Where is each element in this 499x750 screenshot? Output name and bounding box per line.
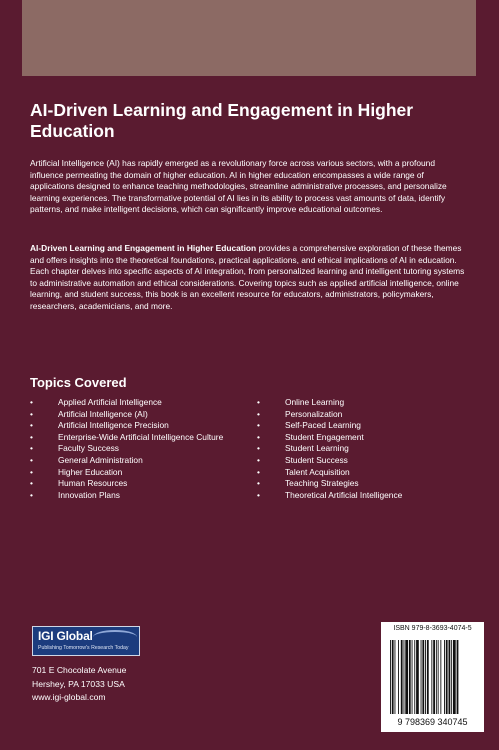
topic-label: Enterprise-Wide Artificial Intelligence Culture (58, 431, 224, 442)
barcode-bar (404, 640, 405, 714)
bullet-icon: • (257, 431, 260, 442)
topic-label: Teaching Strategies (285, 478, 359, 489)
barcode-bar (421, 640, 422, 714)
topic-label: Theoretical Artificial Intelligence (285, 489, 403, 500)
barcode-bar (409, 640, 411, 714)
barcode-bar (395, 640, 396, 714)
topic-label: Personalization (285, 408, 343, 419)
bullet-icon: • (30, 478, 33, 489)
barcode-bar (457, 640, 459, 714)
barcode-bar (416, 640, 419, 714)
bullet-icon: • (30, 443, 33, 454)
topics-list-right (257, 397, 467, 501)
topics-list-left (30, 397, 230, 501)
topic-label: Innovation Plans (58, 489, 120, 500)
barcode-bar (453, 640, 456, 714)
bullet-icon: • (257, 489, 260, 500)
igi-global-logo (32, 626, 140, 656)
address-line-1: 701 E Chocolate Avenue (32, 665, 127, 675)
topic-item (30, 467, 230, 479)
bullet-icon: • (30, 454, 33, 465)
barcode-bar (449, 640, 451, 714)
barcode-bar (425, 640, 426, 714)
topic-item (30, 490, 230, 502)
topic-item (30, 478, 230, 490)
bullet-icon: • (30, 466, 33, 477)
topic-label: General Administration (58, 454, 143, 465)
topic-item (30, 420, 230, 432)
barcode-text: 9 798369 340745 (397, 717, 468, 727)
bullet-icon: • (257, 443, 260, 454)
logo-swoosh-icon (93, 630, 137, 644)
topics-heading: Topics Covered (30, 375, 127, 390)
topic-label: Self-Paced Learning (285, 420, 361, 431)
barcode-bar (405, 640, 408, 714)
bullet-icon: • (30, 420, 33, 431)
address-line-2: Hershey, PA 17033 USA (32, 678, 125, 689)
barcode-bar (398, 640, 399, 714)
barcode-bar (446, 640, 448, 714)
description-paragraph-2-text: provides a comprehensive exploration of these themes and offers insights into the theoretical foundations, practical applications, and ethical implications of AI in education. Each chapter delves into specific aspects of AI integration, from personalized learning and intelligent tutoring systems to administrative automation and ethical considerations. Covering topics such as applied artificial intelligence, online learning, and student success, this book is an excellent resource for educators, administrators, policymakers, researchers, academicians, and more. (30, 243, 465, 311)
bullet-icon: • (257, 397, 260, 407)
topic-label: Human Resources (58, 478, 128, 489)
topic-label: Artificial Intelligence Precision (58, 420, 169, 431)
bullet-icon: • (30, 489, 33, 500)
barcode-bar (412, 640, 413, 714)
description-paragraph-2 (30, 243, 470, 313)
topic-item (257, 397, 467, 409)
topic-label: Student Success (285, 454, 348, 465)
topic-item (257, 467, 467, 479)
topic-item (30, 432, 230, 444)
bullet-icon: • (30, 397, 33, 407)
barcode-bar (440, 640, 441, 714)
barcode-bar (414, 640, 415, 714)
description-paragraph-1: Artificial Intelligence (AI) has rapidly emerged as a revolutionary force across various sectors, with a profound influence permeating the domain of higher education. AI in higher education encompasses a wide range of applications designed to enhance teaching methodologies, streamline administrative processes, and personalize learning experiences. The transformative potential of AI lies in its ability to process vast amounts of data, identify patterns, and make intelligent decisions, which can significantly improve educational outcomes. (30, 158, 447, 215)
topic-label: Applied Artificial Intelligence (58, 397, 162, 407)
topic-label: Artificial Intelligence (AI) (58, 408, 148, 419)
logo-tagline: Publishing Tomorrow's Research Today (38, 645, 129, 651)
bullet-icon: • (30, 431, 33, 442)
barcode-bar (427, 640, 429, 714)
topic-label: Student Learning (285, 443, 349, 454)
topic-item (257, 478, 467, 490)
barcode (381, 636, 484, 732)
barcode-bar (451, 640, 452, 714)
book-title: AI-Driven Learning and Engagement in Higher Education (30, 100, 414, 141)
bullet-icon: • (257, 466, 260, 477)
bullet-icon: • (257, 454, 260, 465)
bullet-icon: • (30, 408, 33, 419)
cover-image-panel (22, 0, 476, 76)
barcode-bar (401, 640, 403, 714)
barcode-bar (422, 640, 424, 714)
topic-item (30, 455, 230, 467)
topic-item (30, 397, 230, 409)
barcode-bar (444, 640, 445, 714)
topic-label: Higher Education (58, 466, 123, 477)
barcode-bar (392, 640, 394, 714)
barcode-bar (436, 640, 437, 714)
topic-item (257, 409, 467, 421)
topic-item (257, 432, 467, 444)
barcode-box (381, 622, 484, 732)
topic-label: Online Learning (285, 397, 345, 407)
topic-label: Talent Acquisition (285, 466, 350, 477)
bullet-icon: • (257, 420, 260, 431)
bullet-icon: • (257, 408, 260, 419)
barcode-bar (431, 640, 432, 714)
book-title-inline: AI-Driven Learning and Engagement in Higher Education (30, 243, 257, 253)
publisher-address (32, 664, 126, 705)
topic-item (257, 420, 467, 432)
logo-name: IGI Global (38, 629, 93, 643)
topic-item (257, 490, 467, 502)
barcode-bar (433, 640, 435, 714)
publisher-website: www.igi-global.com (32, 692, 106, 702)
topic-item (30, 409, 230, 421)
topic-item (30, 443, 230, 455)
topic-item (257, 443, 467, 455)
topic-item (257, 455, 467, 467)
isbn-label: ISBN 979-8-3693-4074-5 (393, 625, 472, 632)
topic-label: Faculty Success (58, 443, 119, 454)
barcode-bar (390, 640, 391, 714)
topic-label: Student Engagement (285, 431, 364, 442)
bullet-icon: • (257, 478, 260, 489)
barcode-bar (438, 640, 439, 714)
